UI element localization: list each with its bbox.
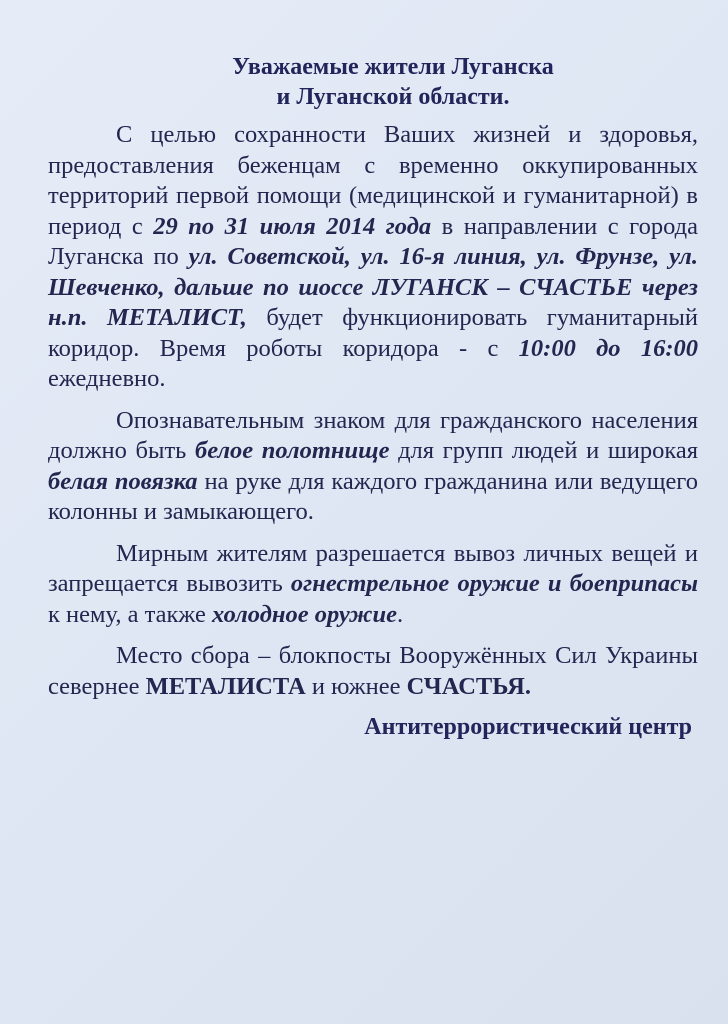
paragraph-corridor	[48, 120, 698, 395]
text-segment: к нему, а также	[48, 600, 212, 628]
paragraph-belongings	[48, 539, 698, 631]
text-segment: ежедневно.	[48, 365, 166, 392]
metalist-emphasis: МЕТАЛИСТА	[145, 672, 306, 700]
white-armband-emphasis: белая повязка	[48, 467, 198, 495]
title-line-1: Уважаемые жители Луганска	[232, 54, 554, 80]
paragraph-identification	[48, 406, 698, 528]
firearms-emphasis: огнестрельное оружие и боеприпасы	[290, 570, 698, 597]
text-segment: будет функционировать гуманитарный коридор. Время роботы коридора - с	[48, 304, 698, 362]
cold-weapons-emphasis: холодное оружие	[211, 600, 398, 628]
route-emphasis: ул. Советской, ул. 16-я линия, ул. Фрунзе, ул. Шевченко, дальше по шоссе ЛУГАНСК – СЧАСТЬЕ через н.п. МЕТАЛИСТ,	[48, 243, 698, 331]
text-segment: для групп людей и широкая	[389, 437, 698, 464]
text-segment: С целью сохранности Ваших жизней и здоровья, предоставления беженцам с временно оккупированных территорий первой помощи (медицинской и гуманитарной) в период с	[48, 121, 698, 240]
signature: Антитеррористический центр	[364, 714, 692, 740]
dates-emphasis: 29 по 31 июля 2014 года	[153, 212, 432, 240]
white-cloth-emphasis: белое полотнище	[194, 437, 390, 464]
schastye-emphasis: СЧАСТЬЯ.	[406, 672, 531, 700]
paragraph-assembly-point	[48, 641, 698, 702]
text-segment: Опознавательным знаком для гражданского населения должно быть	[48, 406, 698, 464]
text-segment: Мирным жителям разрешается вывоз личных вещей и запрещается вывозить	[48, 539, 698, 597]
text-segment: в направлении с города Луганска по	[48, 212, 698, 270]
title-line-2: и Луганской области.	[276, 84, 510, 110]
text-segment: Место сбора – блокпосты Вооружённых Сил Украины севернее	[48, 642, 698, 700]
text-segment: на руке для каждого гражданина или ведущего колонны и замыкающего.	[48, 467, 699, 525]
notice-title	[48, 52, 698, 112]
text-segment: и южнее	[305, 672, 407, 700]
hours-emphasis: 10:00 до 16:00	[518, 334, 698, 362]
text-segment: .	[397, 600, 404, 628]
